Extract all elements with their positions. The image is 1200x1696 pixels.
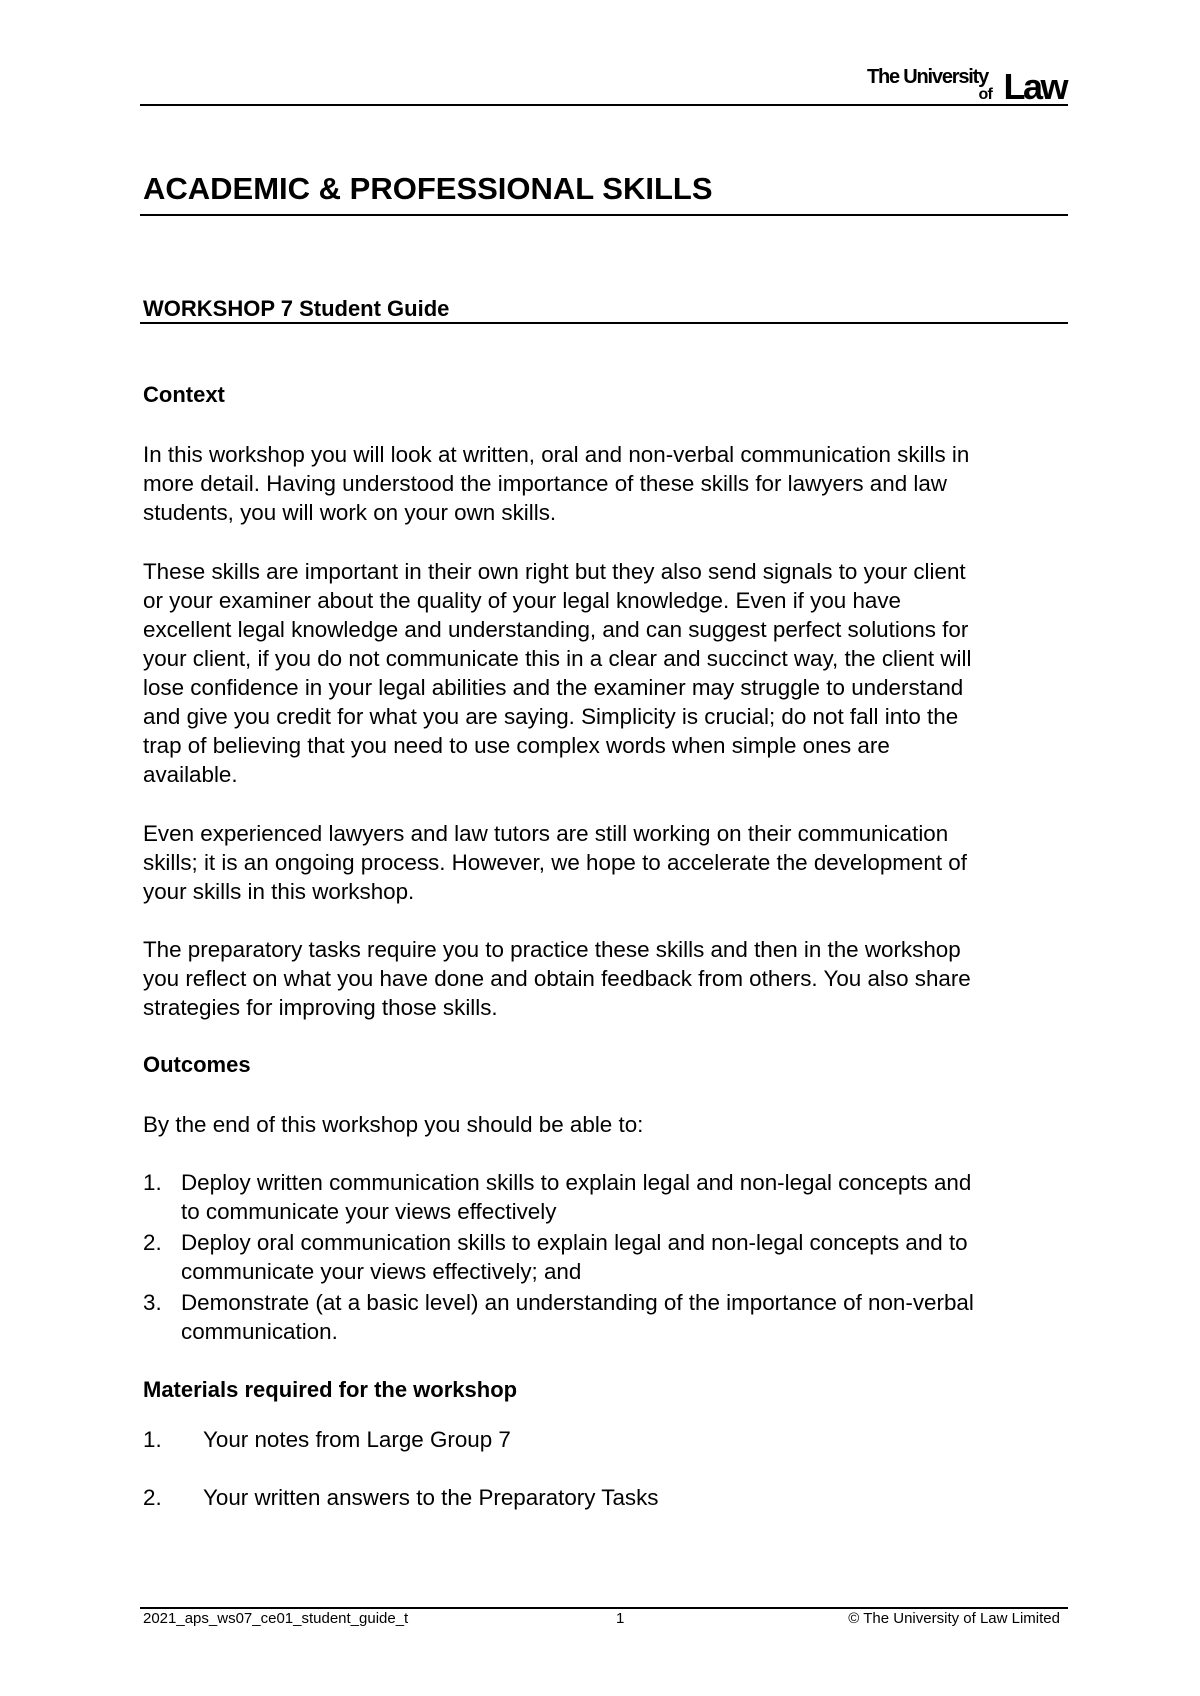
materials-item-2 <box>143 1483 659 1512</box>
document-title: ACADEMIC & PROFESSIONAL SKILLS <box>143 171 713 206</box>
list-number: 2. <box>143 1230 162 1255</box>
footer-page-number: 1 <box>616 1610 625 1627</box>
paragraph-line: lose confidence in your legal abilities and the examiner may struggle to understand <box>143 675 964 700</box>
list-item-line: Deploy written communication skills to explain legal and non-legal concepts and <box>181 1170 972 1195</box>
logo-text-law: Law <box>1003 66 1066 107</box>
paragraph-line: These skills are important in their own right but they also send signals to your client <box>143 559 966 584</box>
outcomes-list <box>143 1168 1068 1348</box>
context-paragraph-1 <box>143 440 1063 527</box>
paragraph-line: skills; it is an ongoing process. However, we hope to accelerate the development of <box>143 850 967 875</box>
outcomes-heading: Outcomes <box>143 1052 251 1077</box>
list-number: 1. <box>143 1170 162 1195</box>
materials-heading: Materials required for the workshop <box>143 1377 518 1402</box>
list-item <box>143 1168 1068 1226</box>
paragraph-line: In this workshop you will look at written, oral and non-verbal communication skills in <box>143 442 970 467</box>
context-paragraph-3 <box>143 819 1063 906</box>
list-item-line: Deploy oral communication skills to explain legal and non-legal concepts and to <box>181 1230 968 1255</box>
list-item-line: communication. <box>181 1319 338 1344</box>
outcomes-intro <box>143 1110 1063 1139</box>
paragraph-line: The preparatory tasks require you to practice these skills and then in the workshop <box>143 937 961 962</box>
materials-item-text: Your notes from Large Group 7 <box>203 1427 511 1452</box>
paragraph-line: more detail. Having understood the importance of these skills for lawyers and law <box>143 471 947 496</box>
paragraph-line: strategies for improving those skills. <box>143 995 498 1020</box>
university-logo <box>858 64 1066 106</box>
footer-divider <box>140 1607 1068 1609</box>
paragraph-line: your client, if you do not communicate this in a clear and succinct way, the client will <box>143 646 972 671</box>
list-item-line: Demonstrate (at a basic level) an understanding of the importance of non-verbal <box>181 1290 974 1315</box>
title-divider <box>140 214 1068 216</box>
list-number: 3. <box>143 1290 162 1315</box>
paragraph-line: available. <box>143 762 238 787</box>
context-paragraph-2 <box>143 557 1063 789</box>
list-number: 2. <box>143 1485 162 1510</box>
paragraph-line: students, you will work on your own skills. <box>143 500 557 525</box>
paragraph-line: trap of believing that you need to use complex words when simple ones are <box>143 733 890 758</box>
list-number: 1. <box>143 1427 162 1452</box>
paragraph-line: and give you credit for what you are saying. Simplicity is crucial; do not fall into the <box>143 704 959 729</box>
document-subtitle: WORKSHOP 7 Student Guide <box>143 296 450 321</box>
list-item <box>143 1228 1068 1286</box>
materials-item-1 <box>143 1425 511 1454</box>
header-divider <box>140 104 1068 106</box>
context-heading: Context <box>143 382 225 407</box>
footer-doc-ref: 2021_aps_ws07_ce01_student_guide_t <box>143 1610 409 1627</box>
context-paragraph-4 <box>143 935 1063 1022</box>
list-item-line: to communicate your views effectively <box>181 1199 557 1224</box>
paragraph-line: excellent legal knowledge and understanding, and can suggest perfect solutions for <box>143 617 969 642</box>
footer-copyright: © The University of Law Limited <box>848 1610 1060 1627</box>
paragraph-line: or your examiner about the quality of your legal knowledge. Even if you have <box>143 588 902 613</box>
list-item-line: communicate your views effectively; and <box>181 1259 582 1284</box>
logo-text-university: The University <box>866 66 988 88</box>
paragraph-line: you reflect on what you have done and obtain feedback from others. You also share <box>143 966 971 991</box>
paragraph-line: Even experienced lawyers and law tutors are still working on their communication <box>143 821 949 846</box>
paragraph-line: your skills in this workshop. <box>143 879 415 904</box>
subtitle-divider <box>140 322 1068 324</box>
materials-item-text: Your written answers to the Preparatory Tasks <box>203 1485 659 1510</box>
logo-text-of: of <box>978 86 992 103</box>
list-item <box>143 1288 1068 1346</box>
paragraph-line: By the end of this workshop you should be able to: <box>143 1112 644 1137</box>
